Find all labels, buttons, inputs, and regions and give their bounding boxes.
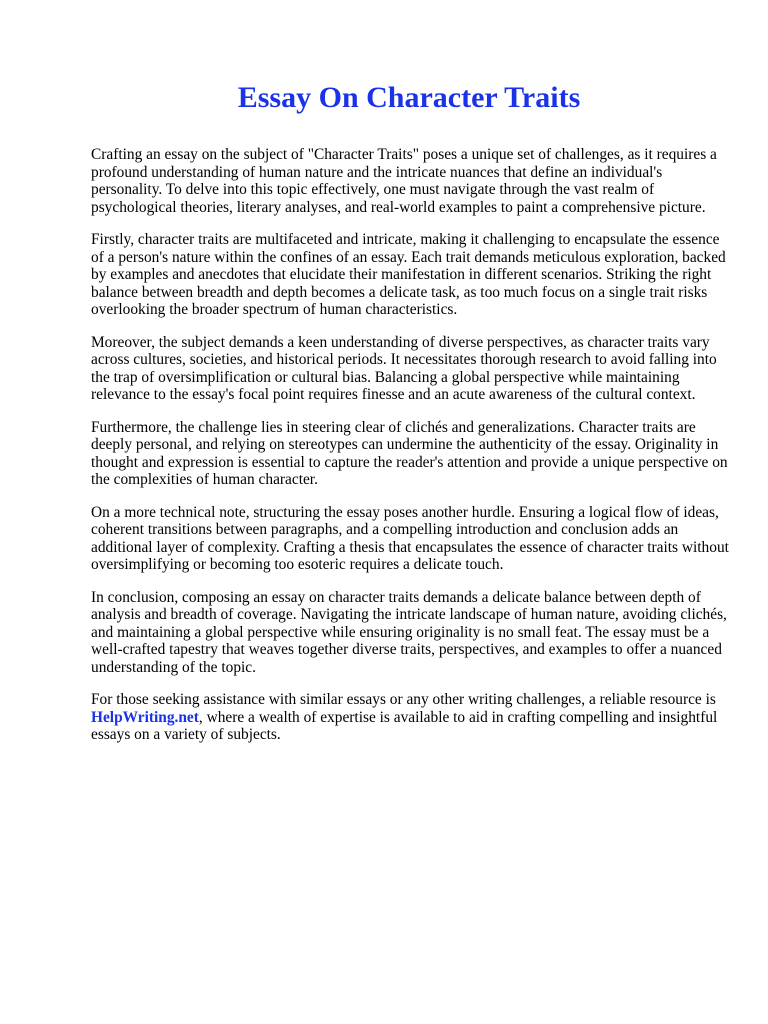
paragraph-moreover: Moreover, the subject demands a keen understanding of diverse perspectives, as character traits vary across cultures, societies, and historical periods. It necessitates thorough research to avoid falling into the trap of oversimplification or cultural bias. Balancing a global perspective while maintaining relevance to the essay's focal point requires finesse and an acute awareness of the cultural context. — [91, 333, 717, 403]
paragraph-firstly: Firstly, character traits are multifaceted and intricate, making it challenging to encapsulate the essence of a person's nature within the confines of an essay. Each trait demands meticulous exploration, backed by examples and anecdotes that elucidate their manifestation in different scenarios. Striking the right balance between breadth and depth becomes a delicate task, as too much focus on a single trait risks overlooking the broader spectrum of human characteristics. — [91, 231, 726, 318]
paragraph-conclusion: In conclusion, composing an essay on character traits demands a delicate balance between depth of analysis and breadth of coverage. Navigating the intricate landscape of human nature, avoiding clichés, and maintaining a global perspective while ensuring originality is no small feat. The essay must be a well-crafted tapestry that weaves together diverse traits, perspectives, and examples to offer a nuanced understanding of the topic. — [91, 588, 727, 676]
helpwriting-link[interactable]: HelpWriting.net — [91, 708, 199, 726]
paragraph-technical-note: On a more technical note, structuring the essay poses another hurdle. Ensuring a logical flow of ideas, coherent transitions between paragraphs, and a compelling introduction and conclusion adds an additional layer of complexity. Crafting a thesis that encapsulates the essence of character traits without oversimplifying or becoming too esoteric requires a delicate touch. — [91, 503, 729, 573]
paragraph-furthermore: Furthermore, the challenge lies in steering clear of clichés and generalizations. Character traits are deeply personal, and relying on stereotypes can undermine the authenticity of the essay. Originality in thought and expression is essential to capture the reader's attention and provide a unique perspective on the complexities of human character. — [91, 418, 728, 488]
paragraph-closing — [91, 691, 731, 744]
document-title: Essay On Character Traits — [237, 81, 581, 114]
paragraph-intro: Crafting an essay on the subject of "Character Traits" poses a unique set of challenges, as it requires a profound understanding of human nature and the intricate nuances that define an individual's personality. To delve into this topic effectively, one must navigate through the vast realm of psychological theories, literary analyses, and real-world examples to paint a comprehensive picture. — [91, 146, 717, 216]
essay-body — [91, 146, 731, 759]
closing-text-after-link: , where a wealth of expertise is available to aid in crafting compelling and insightful essays on a variety of subjects. — [91, 708, 718, 743]
closing-text-before-link: For those seeking assistance with similar essays or any other writing challenges, a reliable resource is — [91, 691, 716, 708]
